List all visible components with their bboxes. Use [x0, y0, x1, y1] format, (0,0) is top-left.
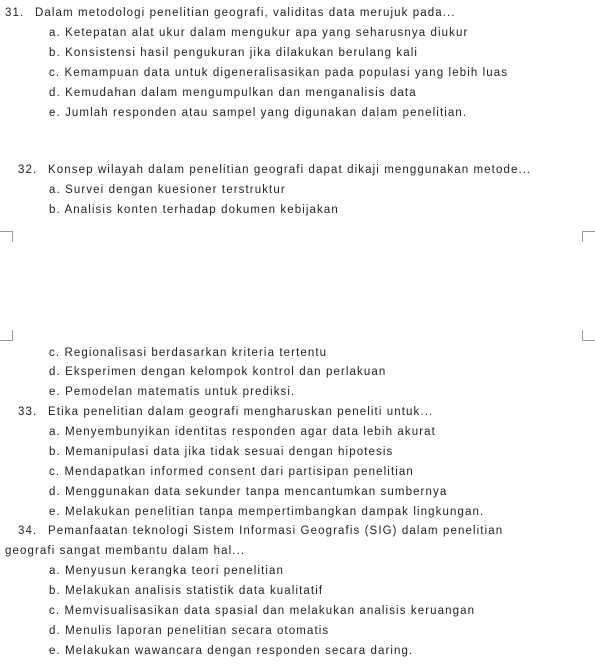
question-number: 31.	[5, 7, 25, 19]
question-32	[18, 163, 531, 177]
crop-mark-bottom-right	[582, 330, 595, 341]
question-text: Etika penelitian dalam geografi mengharuskan peneliti untuk...	[48, 406, 434, 418]
option-32-d: d. Eksperimen dengan kelompok kontrol dan perlakuan	[49, 366, 387, 378]
option-31-c: c. Kemampuan data untuk digeneralisasikan pada populasi yang lebih luas	[49, 67, 509, 79]
option-31-b: b. Konsistensi hasil pengukuran jika dilakukan berulang kali	[49, 47, 419, 59]
option-34-c: c. Memvisualisasikan data spasial dan melakukan analisis keruangan	[49, 605, 476, 617]
question-text: Dalam metodologi penelitian geografi, validitas data merujuk pada...	[35, 7, 456, 19]
option-31-d: d. Kemudahan dalam mengumpulkan dan menganalisis data	[49, 87, 417, 99]
question-number: 33.	[18, 406, 38, 418]
option-33-a: a. Menyembunyikan identitas responden agar data lebih akurat	[49, 426, 436, 438]
crop-mark-top-left	[0, 231, 13, 242]
crop-mark-bottom-left	[0, 330, 13, 341]
option-34-e: e. Melakukan wawancara dengan responden secara daring.	[49, 645, 414, 657]
option-34-b: b. Melakukan analisis statistik data kualitatif	[49, 585, 324, 597]
option-32-b: b. Analisis konten terhadap dokumen kebijakan	[49, 204, 339, 216]
option-31-a: a. Ketepatan alat ukur dalam mengukur apa yang seharusnya diukur	[49, 27, 469, 39]
option-33-c: c. Mendapatkan informed consent dari partisipan penelitian	[49, 466, 414, 478]
question-text: Konsep wilayah dalam penelitian geografi dapat dikaji menggunakan metode...	[48, 164, 532, 176]
option-32-a: a. Survei dengan kuesioner terstruktur	[49, 184, 286, 196]
option-33-b: b. Memanipulasi data jika tidak sesuai dengan hipotesis	[49, 446, 394, 458]
option-32-c: c. Regionalisasi berdasarkan kriteria tertentu	[49, 347, 328, 359]
crop-mark-top-right	[582, 231, 595, 242]
question-34-continued: geografi sangat membantu dalam hal...	[5, 545, 246, 557]
question-34	[18, 524, 503, 538]
question-33	[18, 405, 433, 419]
question-31	[5, 6, 456, 20]
option-34-d: d. Menulis laporan penelitian secara otomatis	[49, 625, 330, 637]
option-33-e: e. Melakukan penelitian tanpa mempertimbangkan dampak lingkungan.	[49, 506, 485, 518]
question-number: 32.	[18, 164, 38, 176]
option-31-e: e. Jumlah responden atau sampel yang digunakan dalam penelitian.	[49, 107, 468, 119]
question-number: 34.	[18, 525, 38, 537]
question-text: Pemanfaatan teknologi Sistem Informasi Geografis (SIG) dalam penelitian	[48, 525, 504, 537]
option-34-a: a. Menyusun kerangka teori penelitian	[49, 565, 285, 577]
option-32-e: e. Pemodelan matematis untuk prediksi.	[49, 386, 296, 398]
option-33-d: d. Menggunakan data sekunder tanpa mencantumkan sumbernya	[49, 486, 448, 498]
